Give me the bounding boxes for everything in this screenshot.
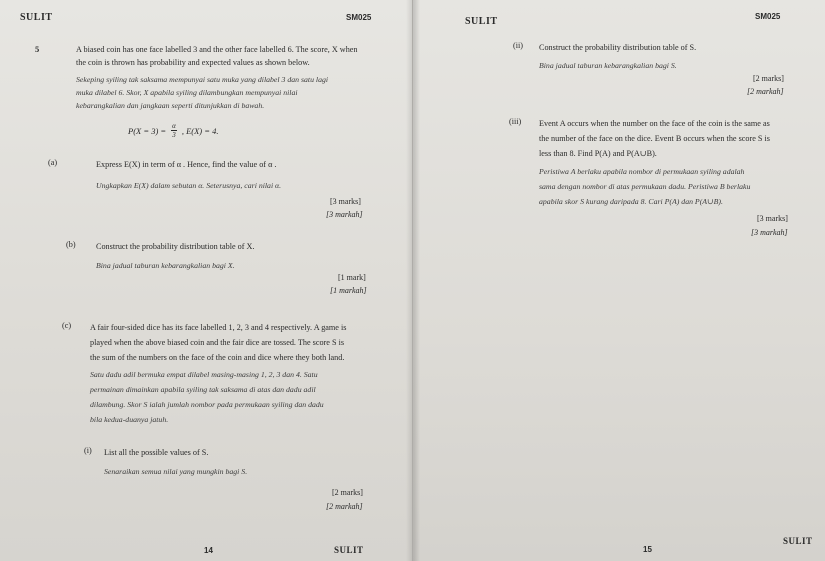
part-c-ii-label: (ii) (513, 41, 524, 50)
part-c-ii-en: Construct the probability distribution table of S. (539, 43, 697, 52)
part-a-markah: [3 markah] (326, 210, 363, 219)
part-c-i-marks: [2 marks] (332, 488, 363, 497)
part-c-iii-label: (iii) (509, 117, 522, 126)
part-b-en: Construct the probability distribution table of X. (96, 242, 255, 251)
part-c-ii-ms: Bina jadual taburan kebarangkalian bagi S. (539, 61, 677, 70)
part-c-en-line-2: played when the above biased coin and the fair dice are tossed. The score S is (90, 338, 345, 347)
part-a-marks: [3 marks] (330, 197, 361, 206)
part-c-iii-en-line-2: the number of the face on the dice. Event B occurs when the score S is (539, 134, 770, 143)
part-c-iii-markah: [3 markah] (751, 228, 788, 237)
part-c-label: (c) (62, 321, 72, 330)
formula-rhs: , E(X) = 4. (181, 125, 219, 136)
part-a-ms: Ungkapkan E(X) dalam sebutan α. Seterusnya, cari nilai α. (96, 181, 282, 190)
intro-en-line-1: A biased coin has one face labelled 3 and the other face labelled 6. The score, X when (76, 45, 358, 54)
part-c-ms-line-1: Satu dadu adil bermuka empat dilabel masing-masing 1, 2, 3 dan 4. Satu (90, 370, 318, 379)
part-c-en-line-1: A fair four-sided dice has its face labelled 1, 2, 3 and 4 respectively. A game is (90, 323, 347, 332)
footer-sulit: SULIT (334, 545, 364, 555)
part-c-ms-line-4: bila kedua-duanya jatuh. (90, 415, 169, 424)
page-number: 15 (643, 545, 652, 554)
part-c-i-en: List all the possible values of S. (104, 448, 209, 457)
part-c-i-ms: Senaraikan semua nilai yang mungkin bagi S. (104, 467, 248, 476)
part-c-iii-ms-line-3: apabila skor S kurang daripada 8. Cari P(A) dan P(A∪B). (539, 197, 723, 206)
part-c-iii-en-line-3: less than 8. Find P(A) and P(A∪B). (539, 149, 657, 158)
header-sulit: SULIT (465, 16, 498, 27)
part-b-marks: [1 mark] (338, 273, 366, 282)
part-b-markah: [1 markah] (330, 286, 367, 295)
part-c-iii-marks: [3 marks] (757, 214, 788, 223)
part-b-ms: Bina jadual taburan kebarangkalian bagi X. (96, 261, 235, 270)
part-c-ms-line-3: dilambung. Skor S ialah jumlah nombor pada permukaan syiling dan dadu (90, 400, 324, 409)
right-page (413, 0, 825, 561)
part-a-label: (a) (48, 158, 58, 167)
part-c-ms-line-2: permainan dimainkan apabila syiling tak saksama di atas dan dadu adil (90, 385, 316, 394)
part-c-en-line-3: the sum of the numbers on the face of the coin and dice where they both land. (90, 353, 345, 362)
intro-ms-line-3: kebarangkalian dan jangkaan seperti ditunjukkan di bawah. (76, 101, 265, 110)
part-c-ii-markah: [2 markah] (747, 87, 784, 96)
part-a-en: Express E(X) in term of α . Hence, find the value of α . (96, 160, 277, 169)
part-b-label: (b) (66, 240, 76, 249)
part-c-i-label: (i) (84, 446, 92, 455)
intro-en-line-2: the coin is thrown has probability and expected values as shown below. (76, 58, 310, 67)
question-number: 5 (35, 44, 40, 54)
part-c-iii-ms-line-2: sama dengan nombor di atas permukaan dadu. Peristiwa B berlaku (539, 182, 751, 191)
part-c-i-markah: [2 markah] (326, 502, 363, 511)
paper-code: SM025 (755, 12, 781, 21)
footer-sulit: SULIT (783, 536, 813, 546)
page-number: 14 (204, 546, 213, 555)
fraction-numerator: α (172, 122, 176, 130)
intro-ms-line-1: Sekeping syiling tak saksama mempunyai satu muka yang dilabel 3 dan satu lagi (76, 75, 329, 84)
header-sulit: SULIT (20, 12, 53, 23)
formula-fraction (171, 122, 177, 139)
part-c-iii-en-line-1: Event A occurs when the number on the face of the coin is the same as (539, 119, 770, 128)
formula-lhs: P(X = 3) = (128, 125, 167, 136)
part-c-iii-ms-line-1: Peristiwa A berlaku apabila nombor di permukaan syiling adalah (539, 167, 745, 176)
probability-formula (128, 122, 219, 139)
paper-code: SM025 (346, 13, 372, 22)
part-c-ii-marks: [2 marks] (753, 74, 784, 83)
intro-ms-line-2: muka dilabel 6. Skor, X apabila syiling dilambungkan mempunyai nilai (76, 88, 298, 97)
fraction-denominator: 3 (172, 131, 176, 139)
